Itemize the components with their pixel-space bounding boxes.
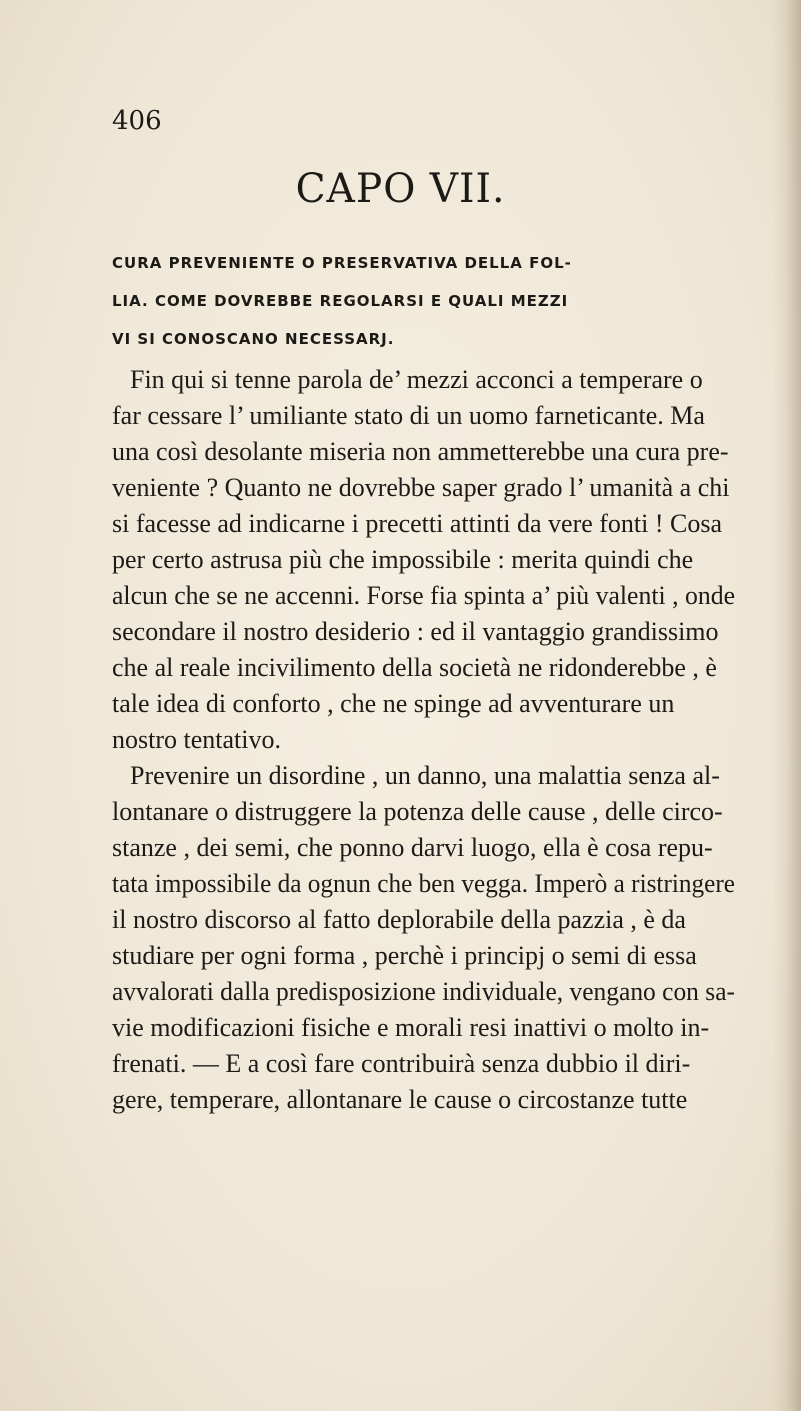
subtitle-line: LIA. COME DOVREBBE REGOLARSI E QUALI MEZZI	[112, 292, 569, 310]
body-line: una così desolante miseria non ammetterebbe una cura pre-	[112, 437, 729, 466]
body-line: studiare per ogni forma , perchè i principj o semi di essa	[112, 941, 697, 970]
body-line: lontanare o distruggere la potenza delle cause , delle circo-	[112, 797, 723, 826]
body-line: il nostro discorso al fatto deplorabile della pazzia , è da	[112, 905, 686, 934]
body-line: Fin qui si tenne parola de’ mezzi acconci a temperare o	[130, 365, 703, 394]
body-line: che al reale incivilimento della società ne ridonderebbe , è	[112, 653, 717, 682]
body-line: vie modificazioni fisiche e morali resi inattivi o molto in-	[112, 1013, 710, 1042]
body-line: tale idea di conforto , che ne spinge ad avventurare un	[112, 689, 675, 718]
body-line: per certo astrusa più che impossibile : merita quindi che	[112, 545, 694, 574]
body-line: stanze , dei semi, che ponno darvi luogo, ella è cosa repu-	[112, 833, 713, 862]
body-line: Prevenire un disordine , un danno, una malattia senza al-	[130, 761, 720, 790]
body-line: si facesse ad indicarne i precetti attinti da vere fonti ! Cosa	[112, 509, 723, 538]
body-line: nostro tentativo.	[112, 725, 281, 754]
body-line: veniente ? Quanto ne dovrebbe saper grado l’ umanità a chi	[112, 473, 730, 502]
body-line: frenati. — E a così fare contribuirà senza dubbio il diri-	[112, 1049, 691, 1078]
subtitle-line: VI SI CONOSCANO NECESSARJ.	[112, 330, 395, 348]
body-line: gere, temperare, allontanare le cause o circostanze tutte	[112, 1085, 688, 1114]
chapter-title: CAPO VII.	[295, 166, 506, 212]
subtitle-line: CURA PREVENIENTE O PRESERVATIVA DELLA FOL-	[112, 254, 572, 272]
body-line: secondare il nostro desiderio : ed il vantaggio grandissimo	[112, 617, 719, 646]
body-line: alcun che se ne accenni. Forse fia spinta a’ più valenti , onde	[112, 581, 736, 610]
body-line: far cessare l’ umiliante stato di un uomo farneticante. Ma	[112, 401, 705, 430]
page-number: 406	[112, 106, 162, 136]
body-line: tata impossibile da ognun che ben vegga. Imperò a ristringere	[112, 869, 735, 898]
body-line: avvalorati dalla predisposizione individuale, vengano con sa-	[112, 977, 735, 1006]
